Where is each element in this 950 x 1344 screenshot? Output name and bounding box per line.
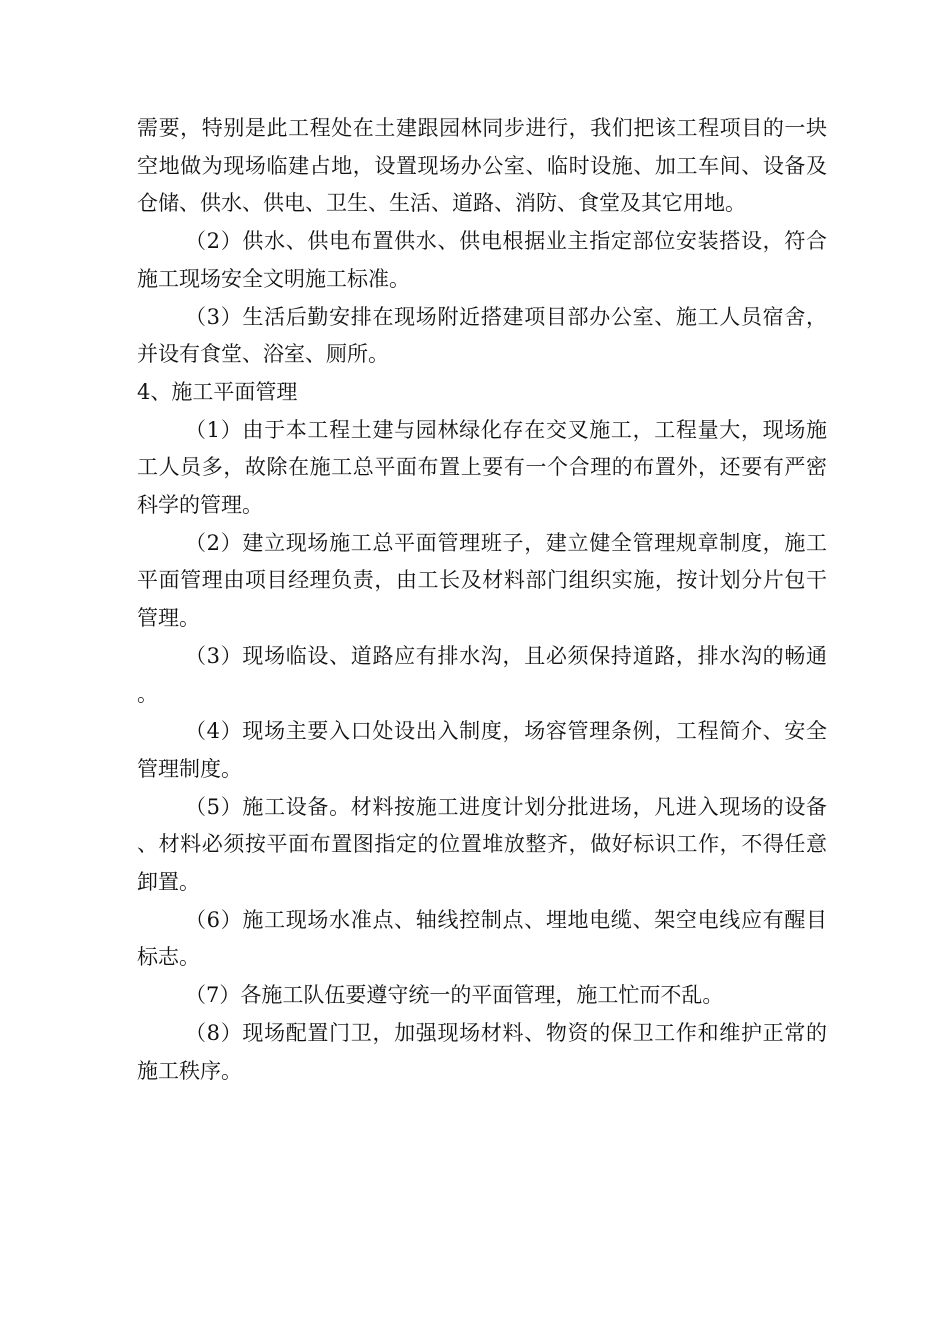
paragraph-item-5: （5）施工设备。材料按施工进度计划分批进场，凡进入现场的设备、材料必须按平面布置图指定的位置堆放整齐，做好标识工作，不得任意卸置。 bbox=[137, 794, 827, 895]
paragraph-water-power: （2）供水、供电布置供水、供电根据业主指定部位安装搭设，符合施工现场安全文明施工标准。 bbox=[137, 229, 827, 291]
paragraph-item-8: （8）现场配置门卫，加强现场材料、物资的保卫工作和维护正常的施工秩序。 bbox=[137, 1020, 827, 1083]
paragraph-item-3: （3）现场临设、道路应有排水沟，且必须保持道路，排水沟的畅通。 bbox=[137, 643, 827, 706]
paragraph-item-6: （6）施工现场水准点、轴线控制点、埋地电缆、架空电线应有醒目标志。 bbox=[137, 907, 827, 970]
section-heading: 4、施工平面管理 bbox=[137, 379, 298, 404]
paragraph-item-4: （4）现场主要入口处设出入制度，场容管理条例，工程简介、安全管理制度。 bbox=[137, 719, 827, 781]
paragraph-item-2: （2）建立现场施工总平面管理班子，建立健全管理规章制度，施工平面管理由项目经理负责，由工长及材料部门组织实施，按计划分片包干管理。 bbox=[137, 530, 827, 631]
paragraph-item-7: （7）各施工队伍要遵守统一的平面管理，施工忙而不乱。 bbox=[185, 983, 724, 1008]
paragraph-continuation: 需要，特别是此工程处在土建跟园林同步进行，我们把该工程项目的一块空地做为现场临建占地，设置现场办公室、临时设施、加工车间、设备及仓储、供水、供电、卫生、生活、道路、消防、食堂及其它用地。 bbox=[137, 116, 827, 216]
paragraph-item-1: （1）由于本工程土建与园林绿化存在交叉施工，工程量大，现场施工人员多，故除在施工总平面布置上要有一个合理的布置外，还要有严密科学的管理。 bbox=[137, 417, 827, 518]
paragraph-living-logistics: （3）生活后勤安排在现场附近搭建项目部办公室、施工人员宿舍，并设有食堂、浴室、厕所。 bbox=[137, 304, 827, 367]
document-body bbox=[137, 110, 827, 1090]
